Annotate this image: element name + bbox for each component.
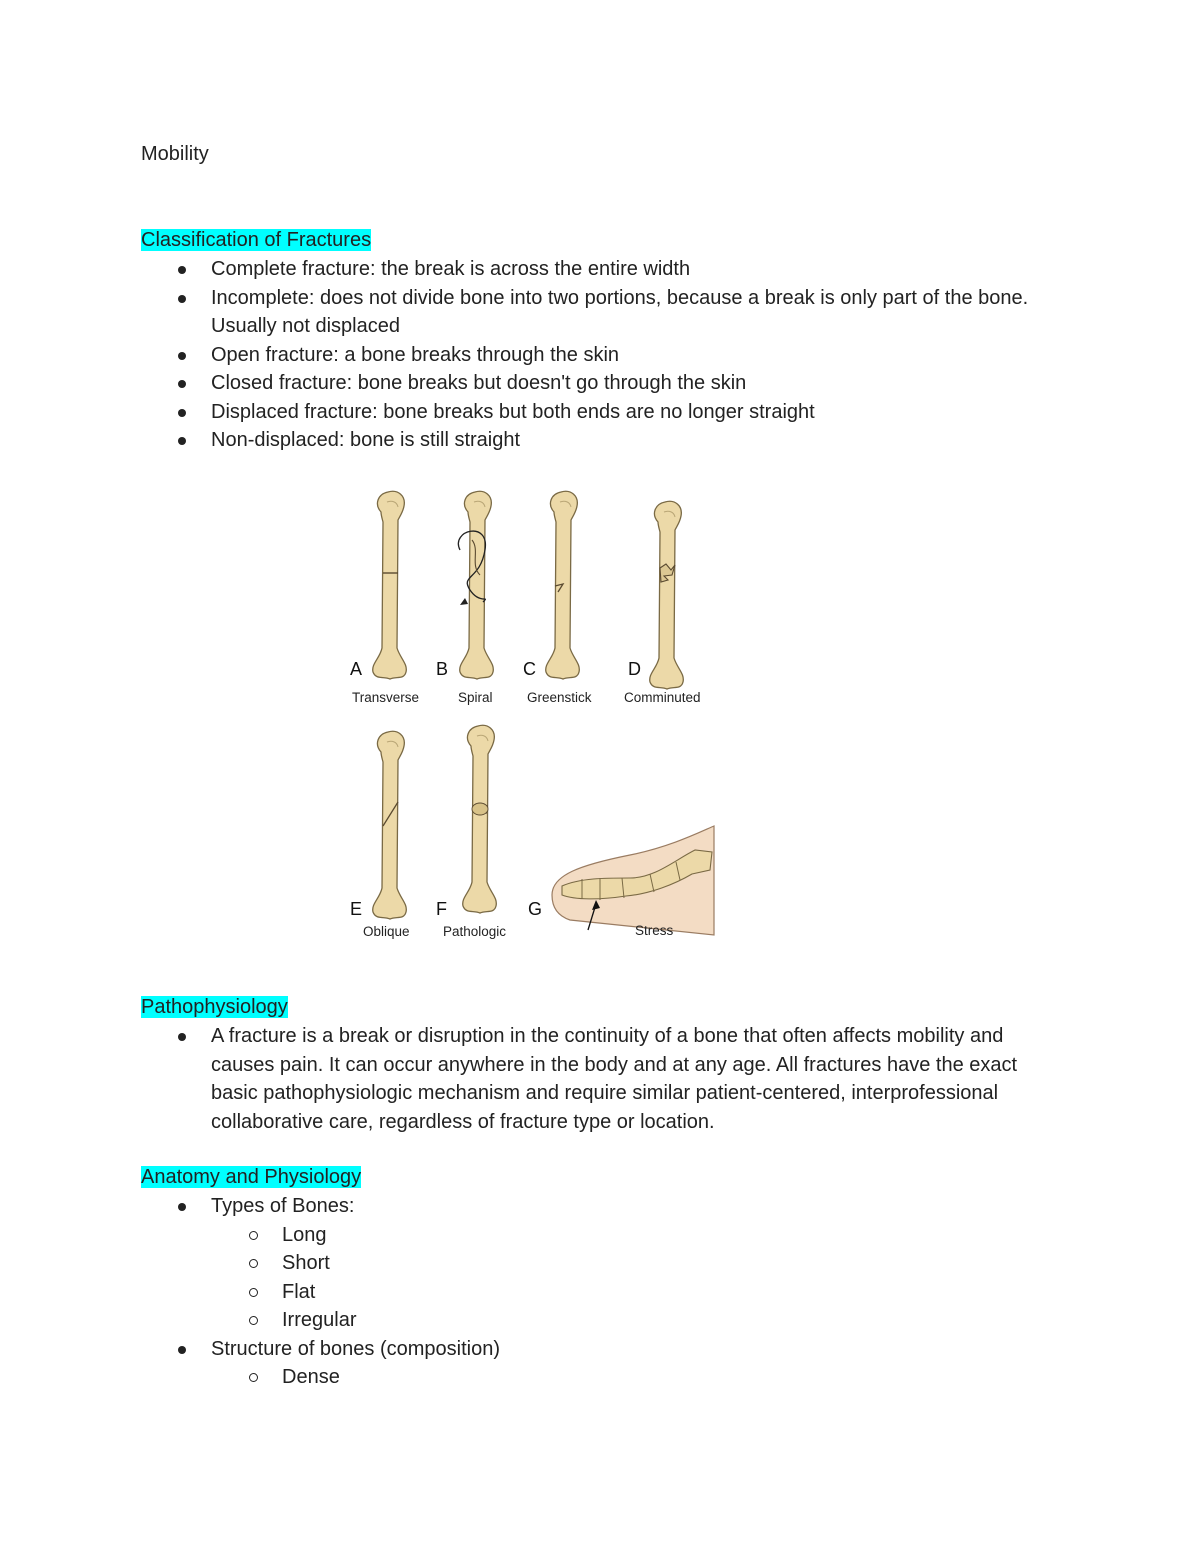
list-item: Incomplete: does not divide bone into two portions, because a break is only part of the bone. Usually not displaced <box>141 284 1041 341</box>
sub-list-item: Long <box>141 1221 1041 1250</box>
sub-list-item: Dense <box>141 1363 1041 1392</box>
pathophysiology-list <box>141 1022 1041 1136</box>
panel-letter: G <box>528 899 543 919</box>
sub-list-item: Flat <box>141 1278 1041 1307</box>
list-item: Types of Bones: <box>141 1192 1041 1221</box>
panel-caption: Pathologic <box>443 924 507 939</box>
panel-caption: Comminuted <box>624 690 701 705</box>
document-title: Mobility <box>141 143 209 165</box>
bone-comminuted <box>650 501 684 689</box>
list-item: Complete fracture: the break is across the entire width <box>141 255 1041 284</box>
list-item: A fracture is a break or disruption in the continuity of a bone that often affects mobility and causes pain. It can occur anywhere in the body and at any age. All fractures have the exact basic pathophysiologic mechanism and require similar patient-centered, interprofessional collaborative care, regardless of fracture type or location. <box>141 1022 1041 1136</box>
fracture-types-figure <box>330 480 750 955</box>
list-item: Open fracture: a bone breaks through the skin <box>141 341 1041 370</box>
bone-transverse <box>373 491 407 679</box>
panel-caption: Spiral <box>458 690 493 705</box>
section-heading-anatomy <box>141 1164 361 1190</box>
list-item: Displaced fracture: bone breaks but both ends are no longer straight <box>141 398 1041 427</box>
classification-list <box>141 255 1041 455</box>
panel-letter: C <box>523 659 536 679</box>
sub-list-item: Irregular <box>141 1306 1041 1335</box>
sub-list-item: Short <box>141 1249 1041 1278</box>
bone-spiral <box>458 491 493 679</box>
highlighted-heading-text: Pathophysiology <box>141 996 288 1018</box>
panel-caption: Oblique <box>363 924 410 939</box>
panel-letter: D <box>628 659 641 679</box>
panel-caption: Transverse <box>352 690 420 705</box>
bone-pathologic <box>463 725 497 913</box>
bone-oblique <box>373 731 407 919</box>
panel-letter: E <box>350 899 363 919</box>
anatomy-list <box>141 1192 1041 1392</box>
list-item: Structure of bones (composition) <box>141 1335 1041 1364</box>
section-heading-pathophysiology <box>141 994 288 1020</box>
panel-letter: F <box>436 899 447 919</box>
panel-letter: B <box>436 659 449 679</box>
list-item: Closed fracture: bone breaks but doesn't go through the skin <box>141 369 1041 398</box>
section-heading-classification <box>141 227 371 253</box>
highlighted-heading-text: Anatomy and Physiology <box>141 1166 362 1188</box>
bone-greenstick <box>546 491 580 679</box>
highlighted-heading-text: Classification of Fractures <box>141 229 372 251</box>
list-item: Non-displaced: bone is still straight <box>141 426 1041 455</box>
foot-stress-illustration <box>552 826 714 935</box>
panel-caption: Stress <box>635 923 674 938</box>
panel-caption: Greenstick <box>527 690 592 705</box>
panel-letter: A <box>350 659 363 679</box>
